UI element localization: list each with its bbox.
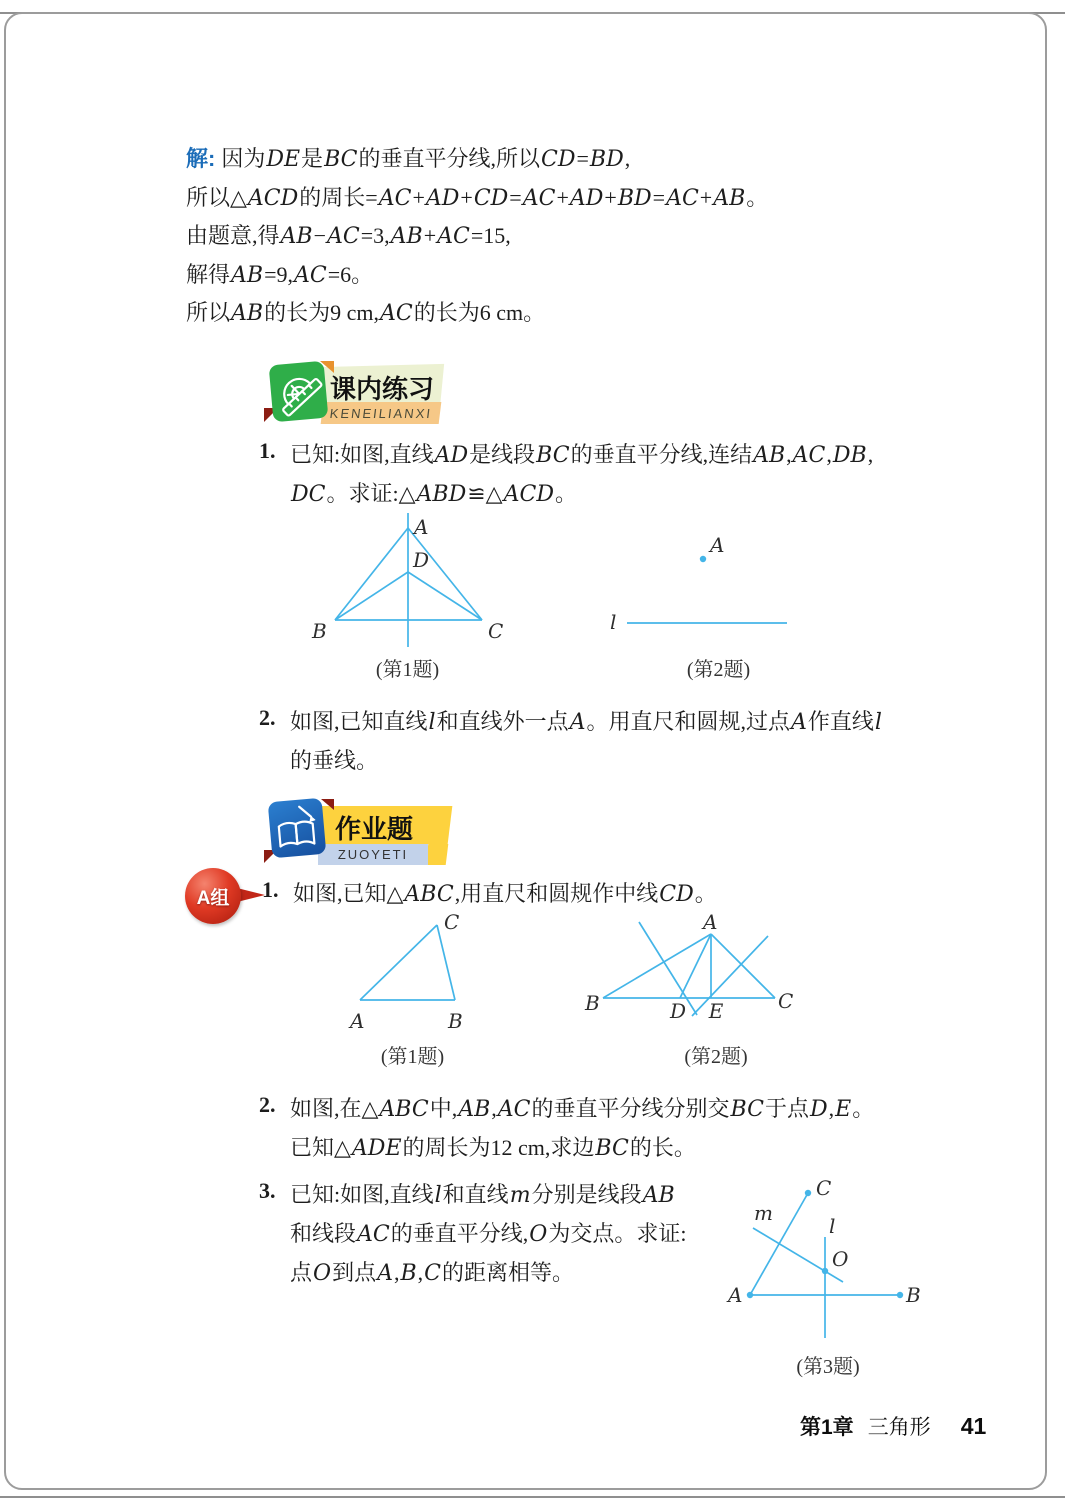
point-label-B: B [906,1283,921,1307]
book-pencil-icon [268,798,327,858]
figure-caption: (第1题) [380,1046,445,1068]
footer-page-number: 41 [960,1413,987,1439]
vertex-label-B: B [312,619,327,643]
vertex-label-A: A [414,515,429,539]
problem-number: 2. [259,1092,276,1117]
solution-line: 所以AB的长为9 cm,AC的长为6 cm。 [186,300,546,326]
solution-line: 解得AB=9,AC=6。 [186,262,374,288]
problem-number: 2. [259,705,276,730]
vertex-label-A: A [350,1009,365,1033]
figure-kenei-1 [298,505,513,655]
figure-caption: (第1题) [375,659,440,681]
figure-zuoye-2 [578,903,813,1033]
problem-text: 已知△ADE的周长为12 cm,求边BC的长。 [290,1135,696,1161]
vertex-label-C: C [444,910,460,934]
solution-text: 因为DE是BC的垂直平分线,所以CD=BD, [221,146,631,172]
problem-text: 如图,已知直线l和直线外一点A。用直尺和圆规,过点A作直线l [290,709,882,735]
problem-text: 如图,已知△ABC,用直尺和圆规作中线CD。 [293,881,717,907]
problem-number: 1. [259,438,276,463]
problem-text: 已知:如图,直线l和直线m分别是线段AB [290,1182,675,1208]
problem-text: DC。求证:△ABD≌△ACD。 [291,481,577,507]
figure-caption: (第3题) [796,1356,860,1378]
problem-text: 如图,在△ABC中,AB,AC的垂直平分线分别交BC于点D,E。 [290,1096,875,1122]
problem-text: 和线段AC的垂直平分线,O为交点。求证: [290,1221,687,1247]
zuoye-badge [255,798,465,876]
vertex-label-C: C [488,619,504,643]
problem-text: 的垂线。 [290,748,379,773]
point-label-A: A [710,533,725,557]
dark-red-corner-accent [321,799,334,810]
problem-text: 点O到点A,B,C的距离相等。 [290,1260,574,1286]
line-label-l: l [610,610,617,634]
figure-caption: (第2题) [684,1046,748,1068]
figure-zuoye-1 [328,903,493,1033]
solution-line: 由题意,得AB−AC=3,AB+AC=15, [186,223,511,249]
point-label-C: C [816,1176,832,1200]
page-footer [800,1411,986,1441]
page-bottom-edge [0,1496,1065,1498]
zuoye-badge-title: 作业题 [335,814,414,844]
vertex-label-A: A [703,910,718,934]
group-a-marker-tail [237,888,265,902]
point-label-A: A [728,1283,743,1307]
solution-line [186,145,630,174]
footer-section-title: 三角形 [867,1416,931,1439]
kenei-badge-subtitle: KENEILIANXI [321,402,442,424]
line-label-m: m [754,1201,773,1225]
solution-label: 解: [186,146,216,171]
line-label-l: l [829,1214,836,1238]
protractor-ruler-icon [269,361,329,423]
group-a-label: A组 [185,868,241,924]
problem-number: 1. [262,877,279,902]
footer-chapter: 第1章 [800,1416,854,1439]
kenei-badge [258,358,468,433]
point-label-E: E [708,999,724,1023]
zuoye-badge-background-sliver [426,844,449,865]
vertex-label-C: C [778,989,794,1013]
zuoye-badge-subtitle: ZUOYETI [318,844,428,865]
problem-text: 已知:如图,直线AD是线段BC的垂直平分线,连结AB,AC,DB, [290,442,874,468]
figure-caption: (第2题) [686,659,751,681]
point-label-O: O [832,1247,849,1271]
figure-kenei-2 [598,532,808,637]
solution-line: 所以△ACD的周长=AC+AD+CD=AC+AD+BD=AC+AB。 [186,185,769,211]
point-label-D: D [669,999,687,1023]
figure-zuoye-3 [708,1173,943,1353]
kenei-badge-title: 课内练习 [330,374,435,404]
vertex-label-B: B [448,1009,463,1033]
problem-number: 3. [259,1178,276,1203]
vertex-label-D: D [413,548,430,572]
vertex-label-B: B [585,991,600,1015]
